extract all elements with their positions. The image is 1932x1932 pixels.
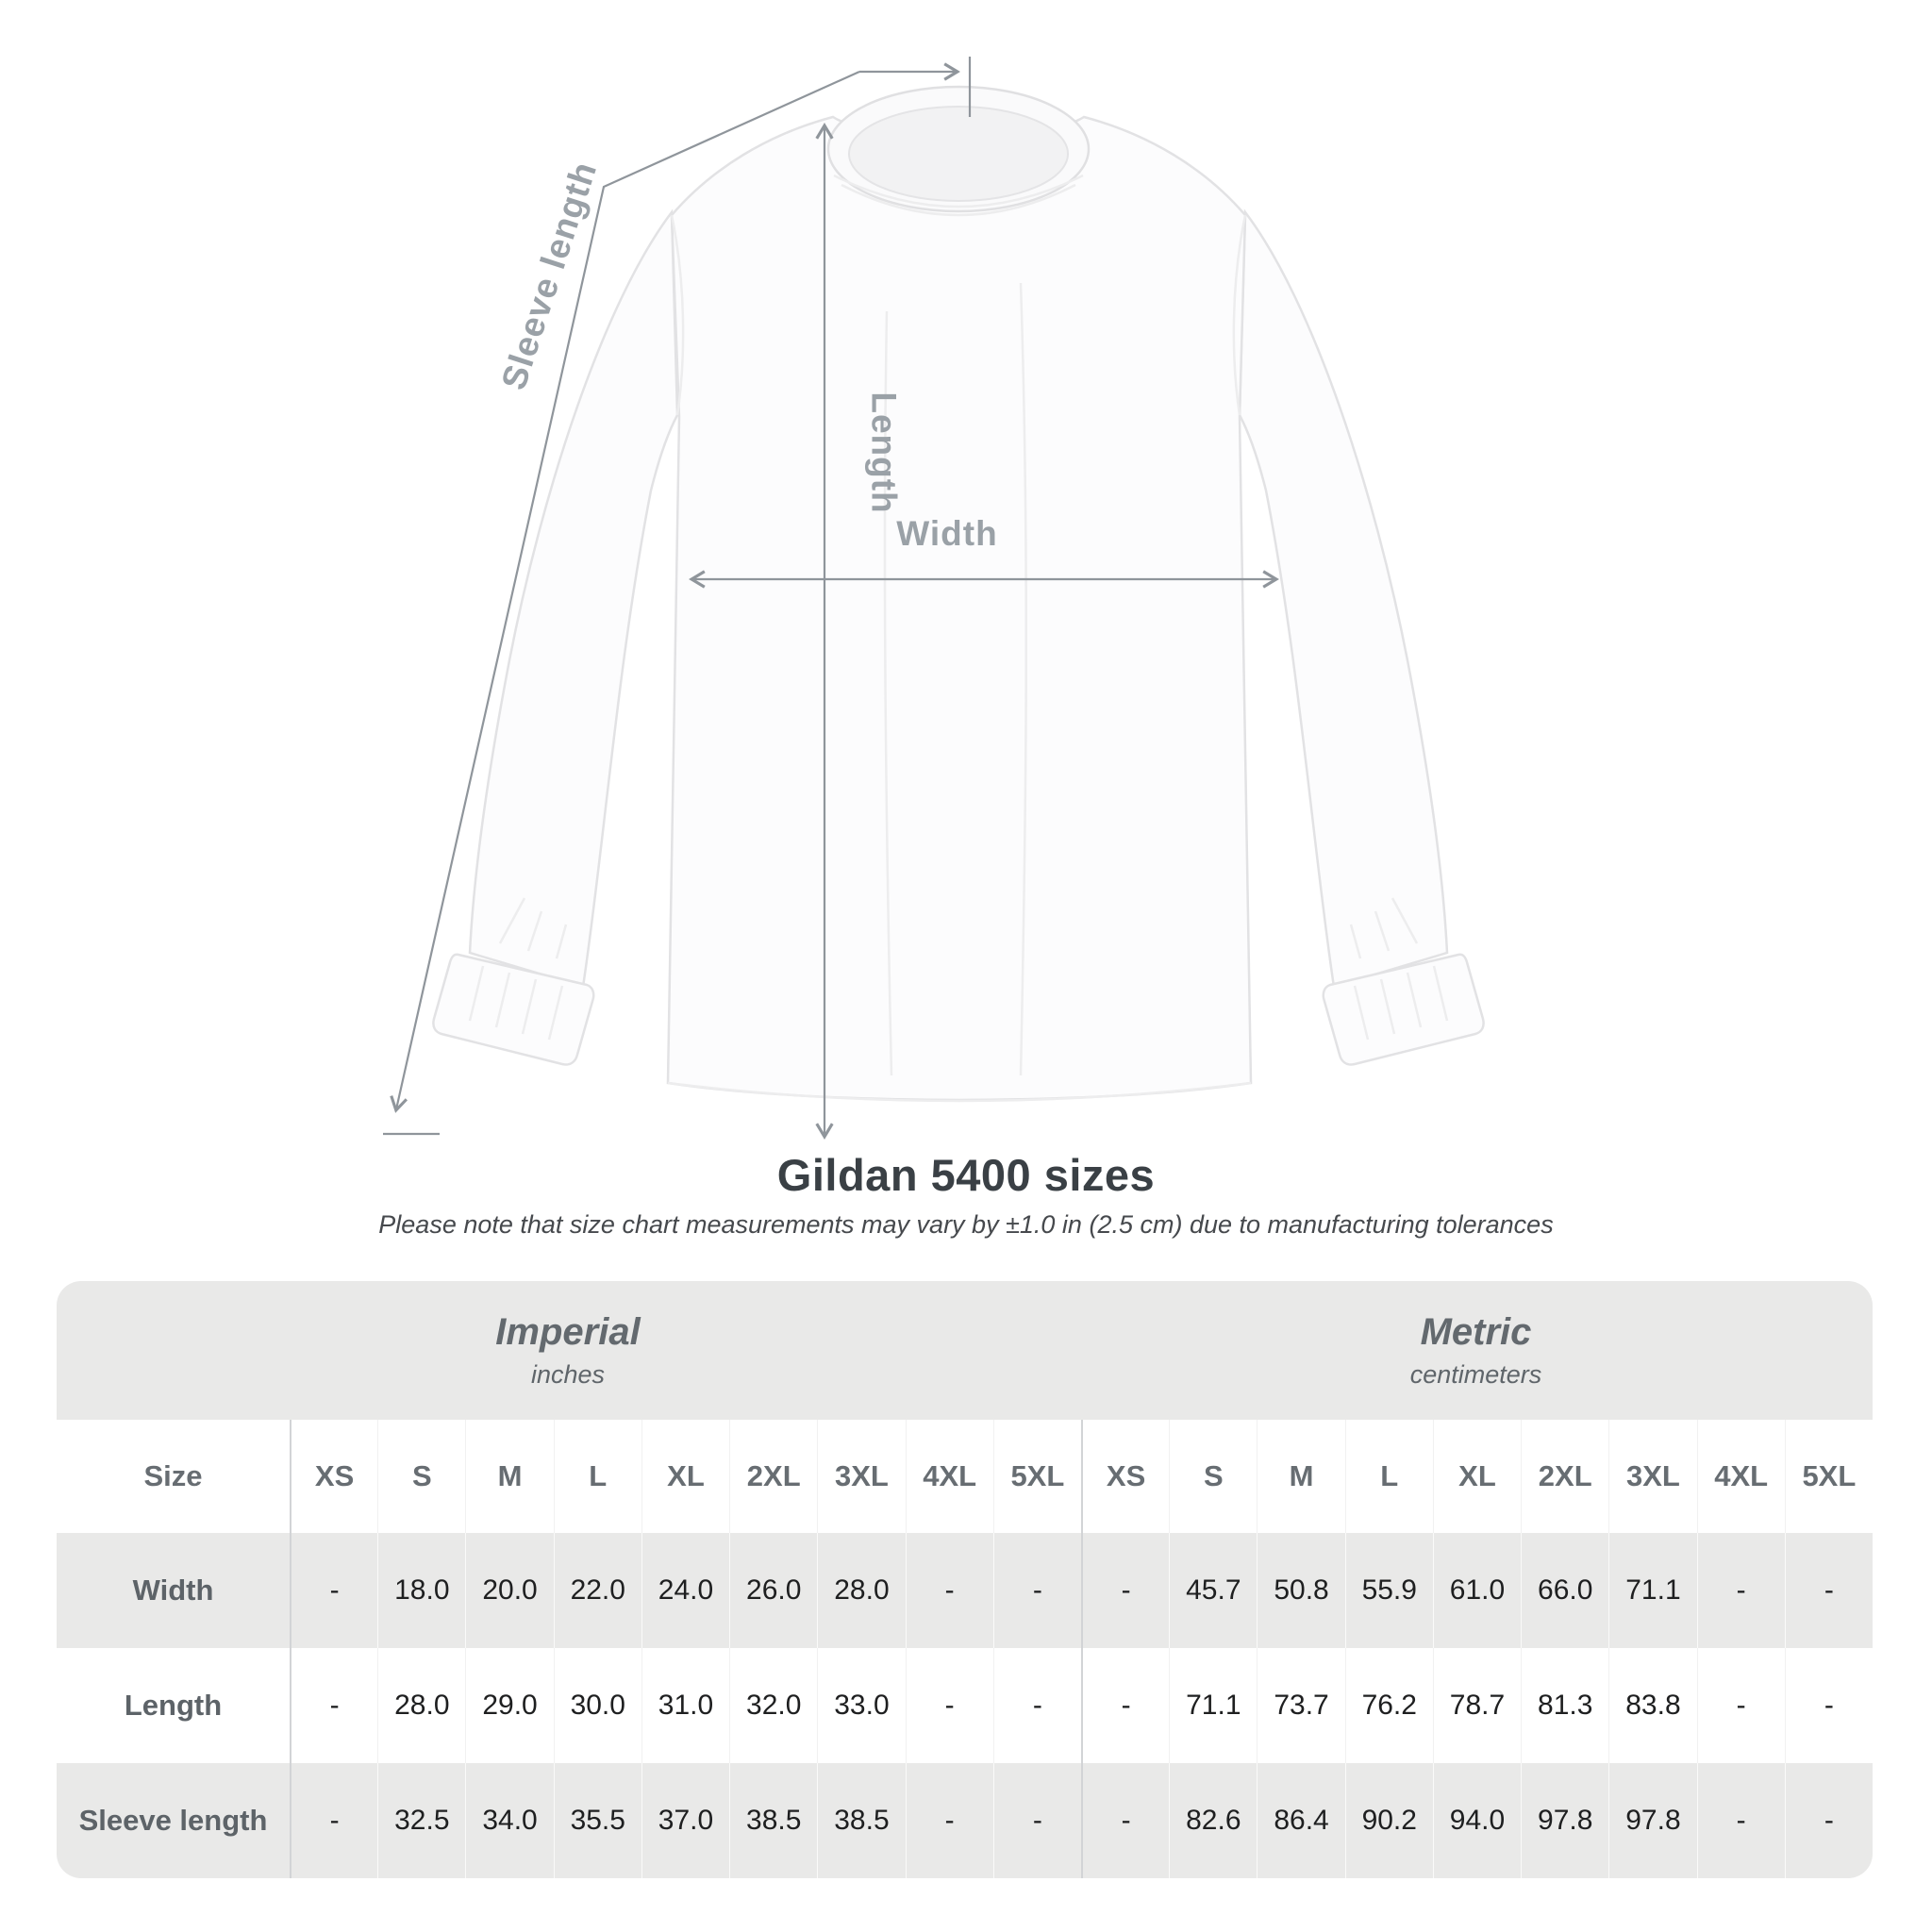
cell: 90.2 (1345, 1763, 1433, 1878)
cell: - (993, 1648, 1081, 1763)
cell: 38.5 (817, 1763, 905, 1878)
cell: - (993, 1763, 1081, 1878)
cell: - (1081, 1533, 1169, 1648)
col-header: 4XL (1697, 1420, 1785, 1533)
cell: - (1697, 1763, 1785, 1878)
cell: 45.7 (1169, 1533, 1257, 1648)
cell: 24.0 (641, 1533, 729, 1648)
right-sleeve (1240, 212, 1447, 987)
sleeve-length-label: Sleeve length (493, 157, 605, 394)
cell: - (1697, 1648, 1785, 1763)
cell: 82.6 (1169, 1763, 1257, 1878)
cell: 81.3 (1521, 1648, 1608, 1763)
cell: 28.0 (377, 1648, 465, 1763)
table-row-length (57, 1648, 1873, 1763)
cell: - (906, 1648, 993, 1763)
cell: 94.0 (1433, 1763, 1521, 1878)
cell: - (1081, 1648, 1169, 1763)
table-row-width (57, 1533, 1873, 1648)
col-header: XL (1433, 1420, 1521, 1533)
size-header-row (57, 1420, 1873, 1533)
cell: 97.8 (1521, 1763, 1608, 1878)
shirt-collar (828, 87, 1089, 215)
cell: 30.0 (554, 1648, 641, 1763)
cell: - (1785, 1533, 1873, 1648)
imperial-unit: inches (530, 1360, 606, 1389)
imperial-group-header (57, 1281, 1079, 1420)
metric-label: Metric (1420, 1311, 1532, 1353)
left-sleeve (470, 212, 677, 987)
col-header: 4XL (906, 1420, 993, 1533)
cell: 29.0 (465, 1648, 553, 1763)
cell: 83.8 (1608, 1648, 1696, 1763)
col-header: S (377, 1420, 465, 1533)
unit-header-band (57, 1281, 1873, 1420)
col-header: XS (290, 1420, 377, 1533)
col-header: 5XL (993, 1420, 1081, 1533)
shirt-body (668, 117, 1251, 1101)
cell: 50.8 (1257, 1533, 1344, 1648)
cell: - (290, 1533, 377, 1648)
cell: 55.9 (1345, 1533, 1433, 1648)
cell: - (290, 1763, 377, 1878)
col-header: L (554, 1420, 641, 1533)
cell: 18.0 (377, 1533, 465, 1648)
row-label: Length (124, 1689, 223, 1722)
row-label: Sleeve length (78, 1804, 268, 1837)
cell: - (993, 1533, 1081, 1648)
cell: 66.0 (1521, 1533, 1608, 1648)
size-table (57, 1281, 1873, 1878)
cell: 71.1 (1608, 1533, 1696, 1648)
col-header: 2XL (729, 1420, 817, 1533)
cell: 33.0 (817, 1648, 905, 1763)
row-label: Width (132, 1574, 214, 1607)
cell: - (906, 1533, 993, 1648)
cell: 32.5 (377, 1763, 465, 1878)
cell: 38.5 (729, 1763, 817, 1878)
cell: 61.0 (1433, 1533, 1521, 1648)
col-header: M (1257, 1420, 1344, 1533)
cell: - (290, 1648, 377, 1763)
size-column-header: Size (143, 1459, 203, 1492)
cell: 32.0 (729, 1648, 817, 1763)
cell: 20.0 (465, 1533, 553, 1648)
cell: 26.0 (729, 1533, 817, 1648)
cell: 76.2 (1345, 1648, 1433, 1763)
col-header: S (1169, 1420, 1257, 1533)
metric-group-header (1079, 1281, 1873, 1420)
cell: 73.7 (1257, 1648, 1344, 1763)
cell: 86.4 (1257, 1763, 1344, 1878)
imperial-label: Imperial (495, 1311, 641, 1353)
col-header: 5XL (1785, 1420, 1873, 1533)
cell: 78.7 (1433, 1648, 1521, 1763)
page-title: Gildan 5400 sizes (776, 1150, 1156, 1200)
cell: - (1081, 1763, 1169, 1878)
cell: - (906, 1763, 993, 1878)
length-label: Length (864, 391, 904, 514)
cell: 71.1 (1169, 1648, 1257, 1763)
cell: 28.0 (817, 1533, 905, 1648)
cell: 35.5 (554, 1763, 641, 1878)
metric-unit: centimeters (1409, 1360, 1542, 1389)
cell: 34.0 (465, 1763, 553, 1878)
table-row-sleeve-length (57, 1763, 1873, 1878)
col-header: M (465, 1420, 553, 1533)
col-header: XS (1081, 1420, 1169, 1533)
cell: 37.0 (641, 1763, 729, 1878)
col-header: 2XL (1521, 1420, 1608, 1533)
cell: - (1697, 1533, 1785, 1648)
cell: 22.0 (554, 1533, 641, 1648)
cell: - (1785, 1763, 1873, 1878)
width-label: Width (896, 514, 998, 553)
cell: - (1785, 1648, 1873, 1763)
cell: 31.0 (641, 1648, 729, 1763)
col-header: 3XL (817, 1420, 905, 1533)
cell: 97.8 (1608, 1763, 1696, 1878)
col-header: XL (641, 1420, 729, 1533)
col-header: L (1345, 1420, 1433, 1533)
col-header: 3XL (1608, 1420, 1696, 1533)
tolerance-note: Please note that size chart measurements may vary by ±1.0 in (2.5 cm) due to manufacturing tolerances (378, 1210, 1554, 1239)
